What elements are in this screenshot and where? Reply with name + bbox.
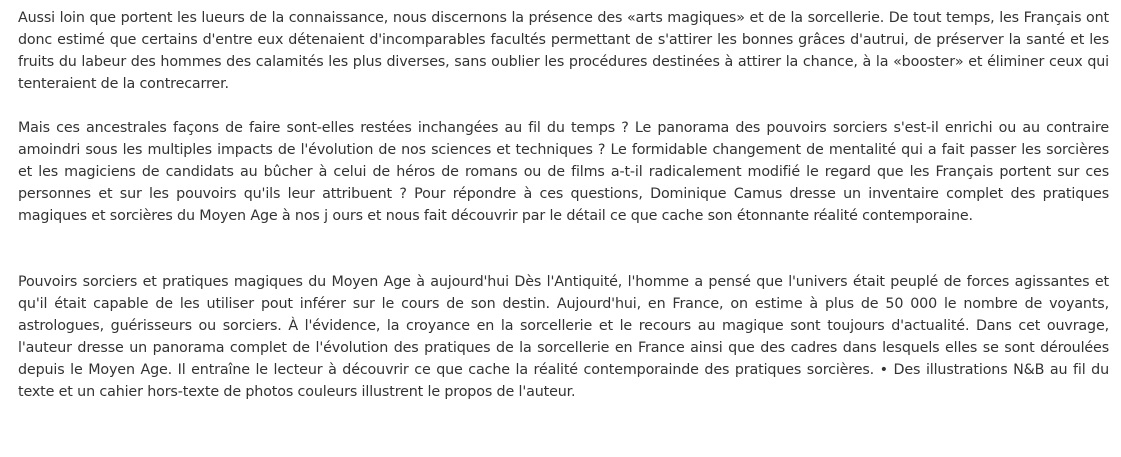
paragraph-intro: Aussi loin que portent les lueurs de la connaissance, nous discernons la présence des «arts magiques» et de la sorcellerie. De tout temps, les Français ont donc estimé que certains d'entre eux détenaient d'incomparables facultés permettant de s'attirer les bonnes grâces d'autrui, de préserver la santé et les fruits du labeur des hommes des calamités les plus diverses, sans oublier les procédures destinées à attirer la chance, à la «booster» et éliminer ceux qui tenteraient de la contrecarrer. bbox=[18, 10, 1109, 92]
paragraph-questions: Mais ces ancestrales façons de faire sont-elles restées inchangées au fil du temps ? Le panorama des pouvoirs sorciers s'est-il enrichi ou au contraire amoindri sous les multiples impacts de l'évolution de nos sciences et techniques ? Le formidable changement de mentalité qui a fait passer les sorcières et les magiciens de candidats au bûcher à celui de héros de romans ou de films a-t-il radicalement modifié le regard que les Français portent sur ces personnes et sur les pouvoirs qu'ils leur attribuent ? Pour répondre à ces questions, Dominique Camus dresse un inventaire complet des pratiques magiques et sorcières du Moyen Age à nos j ours et nous fait découvrir par le détail ce que cache son étonnante réalité contemporaine. bbox=[18, 120, 1109, 224]
paragraph-spacer bbox=[18, 227, 1109, 271]
paragraph-spacer bbox=[18, 95, 1109, 117]
paragraph-book-summary: Pouvoirs sorciers et pratiques magiques du Moyen Age à aujourd'hui Dès l'Antiquité, l'homme a pensé que l'univers était peuplé de forces agissantes et qu'il était capable de les utiliser pout inférer sur le cours de son destin. Aujourd'hui, en France, on estime à plus de 50 000 le nombre de voyants, astrologues, guérisseurs ou sorciers. À l'évidence, la croyance en la sorcellerie et le recours au magique sont toujours d'actualité. Dans cet ouvrage, l'auteur dresse un panorama complet de l'évolution des pratiques de la sorcellerie en France ainsi que des cadres dans lesquels elles se sont déroulées depuis le Moyen Age. Il entraîne le lecteur à découvrir ce que cache la réalité contemporainde des pratiques sorcières. • Des illustrations N&B au fil du texte et un cahier hors-texte de photos couleurs illustrent le propos de l'auteur. bbox=[18, 274, 1109, 400]
